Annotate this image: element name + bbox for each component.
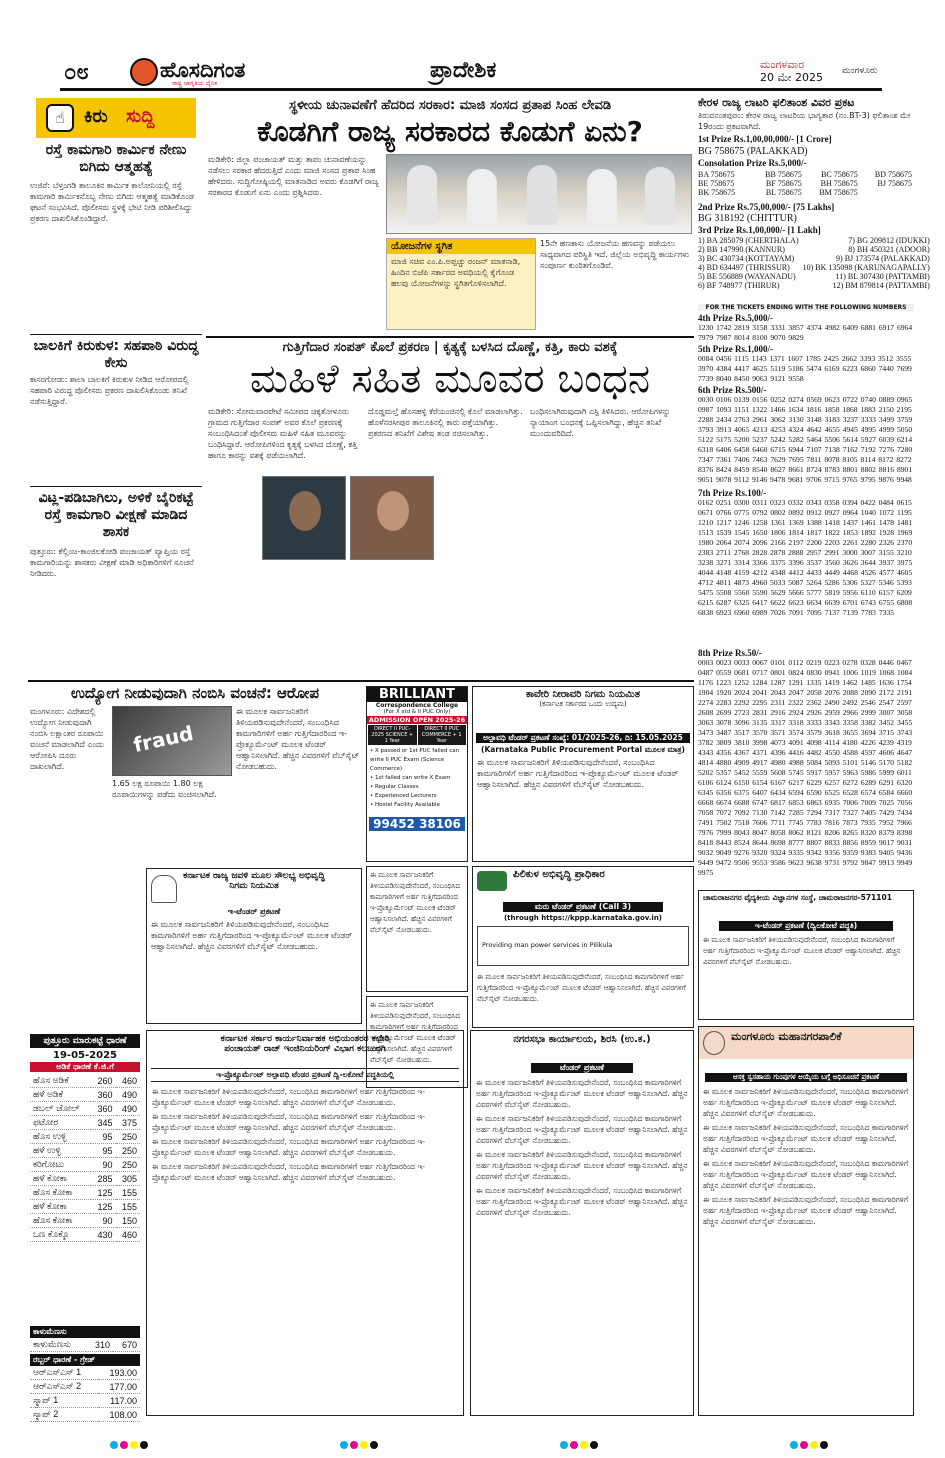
rubber-row [30, 1408, 140, 1422]
divider [206, 336, 694, 338]
kirusuddi-story-1-body: ಉಜಿರೆ: ಬೆಳ್ತಂಗಡಿ ತಾಲೂಕಿನ ಕಾರ್ಮಿಕ ಕಾಲೋನಿಯಲ್ಲಿ ರಸ್ತೆ ಕಾಮಗಾರಿ ಕಾರ್ಮಿಕನೊಬ್ಬ ನೇಣು ಬಿಗಿದು ಆತ್ಮಹತ್ಯೆ ಮಾಡಿಕೊಂಡ ಘಟನೆ ಸಂಭವಿಸಿದೆ. ಪೊಲೀಸರು ಸ್ಥಳಕ್ಕೆ ಭೇಟಿ ನೀಡಿ ಪರಿಶೀಲಿಸಿದ್ದು ಪ್ರಕರಣ ದಾಖಲಿಸಿಕೊಂಡಿದ್ದಾರೆ. [30, 181, 194, 223]
brilliant-features [367, 745, 467, 817]
notice-paragraph: ಈ ಮೂಲಕ ಸಾರ್ವಜನಿಕರಿಗೆ ತಿಳಿಯಪಡಿಸುವುದೇನೆಂದರೆ, ಸಂಬಂಧಿಸಿದ ಕಾಮಗಾರಿಗಳಿಗೆ ಅರ್ಹ ಗುತ್ತಿಗೆದಾರರಿಂದ ಇ-ಪ್ರೊಕ್ಯೂರ್ಮೆಂಟ್ ಮೂಲಕ ಟೆಂಡರ್ ಆಹ್ವಾನಿಸಲಾಗಿದೆ. ಹೆಚ್ಚಿನ ವಿವರಗಳಿಗೆ ವೆಬ್‌ಸೈಟ್ ನೋಡಬಹುದು. [476, 1114, 688, 1145]
consolation-row-cell: BF 758675 [766, 179, 802, 188]
market-row [30, 1158, 140, 1172]
notice-pred-body [147, 1084, 463, 1402]
notice-mcc-body [699, 1084, 913, 1408]
market-row-cell: ಹಳೆ ಕೋಕಾ [30, 1200, 91, 1214]
market-row-cell: ಹೊಸ ಕೋಕಾ [30, 1186, 91, 1200]
third-prize-row [696, 236, 932, 245]
face-icon [289, 491, 321, 531]
third-prize-row-cell: 8) BH 450321 (ADOOR) [848, 245, 930, 254]
notice-sirsi-sub: ಟೆಂಡರ್ ಪ್ರಕಟಣೆ [531, 1063, 633, 1073]
brilliant-phone: 99452 38106 [369, 817, 465, 831]
projects-box [386, 238, 536, 330]
brilliant-course-2: DIRECT II PUC COMMERCE + 1 Year [418, 725, 467, 745]
rubber-row [30, 1366, 140, 1380]
brilliant-name: BRILLIANT [367, 687, 467, 702]
rubber-row-cell: ಸ್ಕ್ರಾಪ್ 1 [30, 1394, 98, 1408]
market-row [30, 1088, 140, 1102]
market-row-cell: 460 [116, 1228, 140, 1242]
market-row-cell: 155 [116, 1200, 140, 1214]
consolation-row-cell: BM 758675 [819, 188, 858, 197]
logo-icon [130, 58, 158, 86]
lead-kicker: ಸ್ಥಳೀಯ ಚುನಾವಣೆಗೆ ಹೆದರಿದ ಸರಕಾರ: ಮಾಜಿ ಸಂಸದ ಪ್ರತಾಪ ಸಿಂಹ ಲೇವಡಿ [288, 98, 612, 113]
section-title: ಪ್ರಾದೇಶಿಕ [430, 58, 497, 83]
lead-body: ಮಡಿಕೇರಿ: ಜಿಲ್ಲಾ ಪಂಚಾಯತ್ ಮತ್ತು ತಾಪಂ ಚುನಾವಣೆಯನ್ನು ನಡೆಸಲು ಸರಕಾರ ಹೆದರುತ್ತಿದೆ ಎಂದು ಮಾಜಿ ಸಂಸದ ಪ್ರತಾಪ ಸಿಂಹ ಹೇಳಿದರು. ಸುದ್ದಿಗೋಷ್ಠಿಯಲ್ಲಿ ಮಾತನಾಡಿದ ಅವರು ಕೊಡಗಿಗೆ ರಾಜ್ಯ ಸರಕಾರದ ಕೊಡುಗೆ ಏನು ಎಂದು ಪ್ರಶ್ನಿಸಿದರು. [208, 155, 379, 197]
corporation-emblem-icon [703, 1031, 725, 1055]
notice-paragraph: ಈ ಮೂಲಕ ಸಾರ್ವಜನಿಕರಿಗೆ ತಿಳಿಯಪಡಿಸುವುದೇನೆಂದರೆ, ಸಂಬಂಧಿಸಿದ ಕಾಮಗಾರಿಗಳಿಗೆ ಅರ್ಹ ಗುತ್ತಿಗೆದಾರರಿಂದ ಇ-ಪ್ರೊಕ್ಯೂರ್ಮೆಂಟ್ ಮೂಲಕ ಟೆಂಡರ್ ಆಹ್ವಾನಿಸಲಾಗಿದೆ. ಹೆಚ್ಚಿನ ವಿವರಗಳಿಗೆ ವೆಬ್‌ಸೈಟ್ ನೋಡಬಹುದು. [152, 1137, 425, 1157]
fraud-body-2: 1.65 ಲಕ್ಷ ರೂಪಾಯಿ 1.80 ಲಕ್ಷ ರೂಪಾಯಿಗಳನ್ನು ಪಡೆದು ವಂಚಿಸಲಾಗಿದೆ. [112, 779, 217, 799]
consolation-row-cell: BK 758675 [698, 188, 736, 197]
market-row-cell: 360 [91, 1102, 115, 1116]
market-row [30, 1214, 140, 1228]
notice-paragraph: ಈ ಮೂಲಕ ಸಾರ್ವಜನಿಕರಿಗೆ ತಿಳಿಯಪಡಿಸುವುದೇನೆಂದರೆ, ಸಂಬಂಧಿಸಿದ ಕಾಮಗಾರಿಗಳಿಗೆ ಅರ್ಹ ಗುತ್ತಿಗೆದಾರರಿಂದ ಇ-ಪ್ರೊಕ್ಯೂರ್ಮೆಂಟ್ ಮೂಲಕ ಟೆಂಡರ್ ಆಹ್ವಾನಿಸಲಾಗಿದೆ. ಹೆಚ್ಚಿನ ವಿವರಗಳಿಗೆ ವೆಬ್‌ಸೈಟ್ ನೋಡಬಹುದು. [476, 1186, 688, 1217]
emblem-icon [151, 875, 177, 903]
photo-person [645, 167, 675, 225]
market-row-cell: 125 [91, 1186, 115, 1200]
pepper-row-cell: ಕಾಳುಮೆಣಸು [30, 1338, 86, 1352]
market-row-cell: 250 [116, 1144, 140, 1158]
market-row-cell: ಒಣ ಕೊಕ್ಕೊ [30, 1228, 91, 1242]
pepper-row-cell: 310 [86, 1338, 113, 1352]
lead-right-body: 15ನೇ ಹಣಕಾಸು ಯೋಜನೆಯ ಹಣವನ್ನು ಪಡೆಯಲು ಸಾಧ್ಯವಾಗದ ಪರಿಸ್ಥಿತಿ ಇದೆ. ಜಿಲ್ಲೆಯ ಅಭಿವೃದ್ಧಿ ಕಾರ್ಯಗಳು ಸಂಪೂರ್ಣ ಕುಂಠಿತಗೊಂಡಿವೆ. [540, 239, 690, 270]
kirusuddi-story-2-head: ಬಾಲಕಿಗೆ ಕಿರುಕುಳ: ಸಹಪಾಠಿ ವಿರುದ್ಧ ಕೇಸು [33, 338, 199, 371]
lottery-intro: ತಿರುವನಂತಪುರಂ: ಕೇರಳ ರಾಜ್ಯ ಲಾಟರಿಯ ಭಾಗ್ಯತಾರ (ನಂ.BT-3) ಫಲಿತಾಂಶ ಮೇ 19ರಂದು ಪ್ರಕಟವಾಗಿದೆ. [698, 111, 911, 131]
notice-paragraph: ಈ ಮೂಲಕ ಸಾರ್ವಜನಿಕರಿಗೆ ತಿಳಿಯಪಡಿಸುವುದೇನೆಂದರೆ, ಸಂಬಂಧಿಸಿದ ಕಾಮಗಾರಿಗಳಿಗೆ ಅರ್ಹ ಗುತ್ತಿಗೆದಾರರಿಂದ ಇ-ಪ್ರೊಕ್ಯೂರ್ಮೆಂಟ್ ಮೂಲಕ ಟೆಂಡರ್ ಆಹ್ವಾನಿಸಲಾಗಿದೆ. ಹೆಚ್ಚಿನ ವಿವರಗಳಿಗೆ ವೆಬ್‌ಸೈಟ್ ನೋಡಬಹುದು. [703, 1159, 909, 1190]
logo-text: ಹೊಸದಿಗಂತ [160, 58, 246, 82]
color-registration-marks [340, 1434, 380, 1453]
market-row-cell: 95 [91, 1144, 115, 1158]
page-number: ೦೮ [64, 60, 89, 85]
market-row-cell: ಹಳೆ ಕೋಕಾ [30, 1172, 91, 1186]
consolation-row-cell: BH 758675 [820, 179, 858, 188]
brilliant-feature: • 1st failed can write X Exam [370, 775, 451, 781]
notice-pred-sub: ಪಂಚಾಯತ್ ರಾಜ್ ಇಂಜಿನಿಯರಿಂಗ್ ವಿಭಾಗ ಕಲಬುರಗಿ [224, 1044, 386, 1054]
consolation-row [696, 170, 914, 179]
fraud-body-3: ಈ ಮೂಲಕ ಸಾರ್ವಜನಿಕರಿಗೆ ತಿಳಿಯಪಡಿಸುವುದೇನೆಂದರೆ, ಸಂಬಂಧಿಸಿದ ಕಾಮಗಾರಿಗಳಿಗೆ ಅರ್ಹ ಗುತ್ತಿಗೆದಾರರಿಂದ ಇ-ಪ್ರೊಕ್ಯೂರ್ಮೆಂಟ್ ಮೂಲಕ ಟೆಂಡರ್ ಆಹ್ವಾನಿಸಲಾಗಿದೆ. ಹೆಚ್ಚಿನ ವಿವರಗಳಿಗೆ ವೆಬ್‌ಸೈಟ್ ನೋಡಬಹುದು. [236, 707, 360, 771]
notice-sirsi-body [471, 1075, 693, 1403]
brilliant-sub: Correspondence College [375, 702, 459, 709]
consolation-row-cell: BB 758675 [765, 170, 802, 179]
notice-paragraph: ಈ ಮೂಲಕ ಸಾರ್ವಜನಿಕರಿಗೆ ತಿಳಿಯಪಡಿಸುವುದೇನೆಂದರೆ, ಸಂಬಂಧಿಸಿದ ಕಾಮಗಾರಿಗಳಿಗೆ ಅರ್ಹ ಗುತ್ತಿಗೆದಾರರಿಂದ ಇ-ಪ್ರೊಕ್ಯೂರ್ಮೆಂಟ್ ಮೂಲಕ ಟೆಂಡರ್ ಆಹ್ವಾನಿಸಲಾಗಿದೆ. ಹೆಚ್ಚಿನ ವಿವರಗಳಿಗೆ ವೆಬ್‌ಸೈಟ್ ನೋಡಬಹುದು. [703, 1087, 909, 1118]
third-prize-row-cell: 12) BM 879814 (PATTAMBI) [832, 281, 930, 290]
kirusuddi-story-2-body: ಕಾಸರಗೋಡು: ಶಾಲಾ ಬಾಲಕಿಗೆ ಕಿರುಕುಳ ನೀಡಿದ ಆರೋಪದಲ್ಲಿ ಸಹಪಾಠಿ ವಿರುದ್ಧ ಪೊಲೀಸರು ಪ್ರಕರಣ ದಾಖಲಿಸಿಕೊಂಡು ತನಿಖೆ ನಡೆಸುತ್ತಿದ್ದಾರೆ. [30, 375, 189, 406]
pepper-row-cell: 670 [113, 1338, 140, 1352]
consolation-row-cell: BD 758675 [874, 170, 912, 179]
market-row-cell: 260 [91, 1074, 115, 1088]
rubber-row-cell: 193.00 [98, 1366, 140, 1380]
market-row-cell: 250 [116, 1158, 140, 1172]
notice-pilikula-body: ಈ ಮೂಲಕ ಸಾರ್ವಜನಿಕರಿಗೆ ತಿಳಿಯಪಡಿಸುವುದೇನೆಂದರೆ, ಸಂಬಂಧಿಸಿದ ಕಾಮಗಾರಿಗಳಿಗೆ ಅರ್ಹ ಗುತ್ತಿಗೆದಾರರಿಂದ ಇ-ಪ್ರೊಕ್ಯೂರ್ಮೆಂಟ್ ಮೂಲಕ ಟೆಂಡರ್ ಆಹ್ವಾನಿಸಲಾಗಿದೆ. ಹೆಚ್ಚಿನ ವಿವರಗಳಿಗೆ ವೆಬ್‌ಸೈಟ್ ನೋಡಬಹುದು. [477, 973, 686, 1003]
notice-temple-body: ಈ ಮೂಲಕ ಸಾರ್ವಜನಿಕರಿಗೆ ತಿಳಿಯಪಡಿಸುವುದೇನೆಂದರೆ, ಸಂಬಂಧಿಸಿದ ಕಾಮಗಾರಿಗಳಿಗೆ ಅರ್ಹ ಗುತ್ತಿಗೆದಾರರಿಂದ ಇ-ಪ್ರೊಕ್ಯೂರ್ಮೆಂಟ್ ಮೂಲಕ ಟೆಂಡರ್ ಆಹ್ವಾನಿಸಲಾಗಿದೆ. ಹೆಚ್ಚಿನ ವಿವರಗಳಿಗೆ ವೆಬ್‌ಸೈಟ್ ನೋಡಬಹುದು. [370, 871, 461, 934]
market-row-cell: 345 [91, 1116, 115, 1130]
market-table [30, 1074, 140, 1242]
notice-temple-2-body: ಈ ಮೂಲಕ ಸಾರ್ವಜನಿಕರಿಗೆ ತಿಳಿಯಪಡಿಸುವುದೇನೆಂದರೆ, ಸಂಬಂಧಿಸಿದ ಕಾಮಗಾರಿಗಳಿಗೆ ಅರ್ಹ ಗುತ್ತಿಗೆದಾರರಿಂದ ಇ-ಪ್ರೊಕ್ಯೂರ್ಮೆಂಟ್ ಮೂಲಕ ಟೆಂಡರ್ ಆಹ್ವಾನಿಸಲಾಗಿದೆ. ಹೆಚ್ಚಿನ ವಿವರಗಳಿಗೆ ವೆಬ್‌ಸೈಟ್ ನೋಡಬಹುದು. [370, 1001, 461, 1064]
market-row-cell: ಹೊಸ ಕೋಕಾ [30, 1214, 91, 1228]
rubber-row-cell: ಆರ್‌ಎಸ್‌ಎಸ್ 1 [30, 1366, 98, 1380]
third-prize-row-cell: 1) BA 285079 (CHERTHALA) [698, 236, 799, 245]
second-right-body: ಬಂಧಿಸಲಾಗಿರುವುದಾಗಿ ಎಸ್ಪಿ ತಿಳಿಸಿದರು. ಆರೋಪಿಗಳನ್ನು ನ್ಯಾಯಾಂಗ ಬಂಧನಕ್ಕೆ ಒಪ್ಪಿಸಲಾಗಿದ್ದು, ಹೆಚ್ಚಿನ ತನಿಖೆ ಮುಂದುವರಿದಿದೆ. [530, 407, 671, 438]
kirusuddi-title-2: ಸುದ್ದಿ [126, 106, 155, 127]
notice-mcc-title: ಮಂಗಳೂರು ಮಹಾನಗರಪಾಲಿಕೆ [731, 1030, 842, 1043]
third-prize-row-cell: 6) BF 748977 (THIRUR) [698, 281, 780, 290]
lottery-eighth-nums: 0003 0023 0033 0067 0101 0112 0219 0223 0278 0328 0446 0467 0487 0559 0681 0717 0801 0824 0830 0941 1006 1019 1068 1084 1176 1223 1252 1284 1287 1291 1335 1419 1462 1485 1636 1754 1904 1920 2024 2041 2043 2047 2058 2076 2088 2090 2172 2191 2274 2283 2292 2295 2311 2322 2362 2490 2492 2546 2547 2597 2608 2699 2723 2831 2916 2924 2926 2959 2966 2999 3007 3058 3063 3078 3096 3135 3317 3318 3333 3343 3358 3382 3452 3455 3473 3487 3517 3570 3571 3574 3579 3618 3655 3694 3715 3743 3782 3809 3810 3998 4073 4091 4098 4114 4180 4226 4239 4319 4343 4356 4367 4371 4396 4416 4482 4550 4588 4597 4606 4647 4814 4880 4909 4917 4980 4988 5084 5093 5101 5146 5170 5182 5202 5357 5452 5559 5608 5745 5917 5957 5963 5986 5999 6011 6106 6124 6150 6154 6167 6217 6229 6257 6272 6289 6291 6320 6345 6356 6375 6407 6434 6594 6590 6525 6528 6574 6584 6660 6668 6674 6688 6747 6817 6853 6863 6935 7006 7009 7025 7056 7058 7072 7092 7130 7142 7285 7294 7317 7327 7405 7429 7434 7491 7502 7518 7606 7711 7745 7783 7816 7873 7935 7952 7966 7976 7999 8043 8047 8058 8062 8121 8206 8265 8320 8379 8398 8418 8443 8524 8644 8698 8777 8807 8833 8856 8959 9017 9031 9032 9049 9276 9320 9324 9335 9342 9356 9359 9383 9405 9436 9449 9472 9506 9553 9586 9623 9638 9731 9792 9847 9913 9949 9975 [698, 658, 913, 877]
divider [30, 334, 202, 335]
market-row-cell: 305 [116, 1172, 140, 1186]
rubber-row-cell: ಆರ್‌ಎಸ್‌ಎಸ್ 2 [30, 1380, 98, 1394]
masthead-rule [60, 88, 882, 91]
notice-kaveri-title: ಕಾವೇರಿ ನೀರಾವರಿ ನಿಗಮ ನಿಯಮಿತ [525, 689, 641, 700]
market-row [30, 1200, 140, 1214]
consolation-row [696, 188, 914, 197]
notice-cims-title: ಚಾಮರಾಜನಗರ ವೈದ್ಯಕೀಯ ವಿಜ್ಞಾನಗಳ ಸಂಸ್ಥೆ, ಚಾಮರಾಜನಗರ-571101 [703, 893, 892, 902]
notice-kaveri-body: ಈ ಮೂಲಕ ಸಾರ್ವಜನಿಕರಿಗೆ ತಿಳಿಯಪಡಿಸುವುದೇನೆಂದರೆ, ಸಂಬಂಧಿಸಿದ ಕಾಮಗಾರಿಗಳಿಗೆ ಅರ್ಹ ಗುತ್ತಿಗೆದಾರರಿಂದ ಇ-ಪ್ರೊಕ್ಯೂರ್ಮೆಂಟ್ ಮೂಲಕ ಟೆಂಡರ್ ಆಹ್ವಾನಿಸಲಾಗಿದೆ. ಹೆಚ್ಚಿನ ವಿವರಗಳಿಗೆ ವೆಬ್‌ಸೈಟ್ ನೋಡಬಹುದು. [477, 758, 679, 789]
second-kicker: ಗುತ್ತಿಗೆದಾರ ಸಂಪತ್ ಕೊಲೆ ಪ್ರಕರಣ | ಕೃತ್ಯಕ್ಕೆ ಬಳಸಿದ ದೊಣ್ಣೆ, ಕತ್ತಿ, ಕಾರು ವಶಕ್ಕೆ [282, 340, 618, 355]
photo-person [467, 169, 497, 225]
color-registration-marks [560, 1434, 600, 1453]
notice-cims [698, 890, 914, 1020]
fraud-body: ಮಂಗಳೂರು: ವಿದೇಶದಲ್ಲಿ ಉದ್ಯೋಗ ನೀಡುವುದಾಗಿ ನಂಬಿಸಿ ಲಕ್ಷಾಂತರ ರೂಪಾಯಿ ವಂಚನೆ ಮಾಡಲಾಗಿದೆ ಎಂದು ಆರೋಪಿಸಿ ದೂರು ದಾಖಲಾಗಿದೆ. [30, 707, 104, 771]
market-row [30, 1172, 140, 1186]
rubber-table [30, 1366, 140, 1422]
pepper-label: ಕಾಳುಮೆಣಸು [30, 1326, 140, 1338]
notice-paragraph: ಈ ಮೂಲಕ ಸಾರ್ವಜನಿಕರಿಗೆ ತಿಳಿಯಪಡಿಸುವುದೇನೆಂದರೆ, ಸಂಬಂಧಿಸಿದ ಕಾಮಗಾರಿಗಳಿಗೆ ಅರ್ಹ ಗುತ್ತಿಗೆದಾರರಿಂದ ಇ-ಪ್ರೊಕ್ಯೂರ್ಮೆಂಟ್ ಮೂಲಕ ಟೆಂಡರ್ ಆಹ್ವಾನಿಸಲಾಗಿದೆ. ಹೆಚ್ಚಿನ ವಿವರಗಳಿಗೆ ವೆಬ್‌ಸೈಟ್ ನೋಡಬಹುದು. [703, 1123, 909, 1154]
second-headline: ಮಹಿಳೆ ಸಹಿತ ಮೂವರ ಬಂಧನ [249, 356, 651, 402]
market-row [30, 1228, 140, 1242]
lead-headline: ಕೊಡಗಿಗೆ ರಾಜ್ಯ ಸರಕಾರದ ಕೊಡುಗೆ ಏನು? [257, 115, 643, 148]
market-row-cell: 150 [116, 1214, 140, 1228]
brilliant-ad [366, 686, 468, 862]
lead-photo [386, 154, 692, 234]
market-row-cell: 125 [91, 1200, 115, 1214]
rubber-row [30, 1394, 140, 1408]
third-prize-row-cell: 5) BE 556889 (WAYANADU) [698, 272, 796, 281]
consolation-row [696, 179, 914, 188]
notice-textile [146, 868, 362, 1024]
market-title: ಪುತ್ತೂರು ಮಾರುಕಟ್ಟೆ ಧಾರಣೆ [30, 1034, 140, 1048]
lottery-second-no: BG 318192 (CHITTUR) [698, 213, 797, 224]
market-row [30, 1130, 140, 1144]
notice-mcc-header [699, 1027, 913, 1059]
market-row-cell: 250 [116, 1130, 140, 1144]
market-date: 19-05-2025 [53, 1050, 117, 1061]
market-row [30, 1186, 140, 1200]
notice-textile-etender: ಇ-ಟೆಂಡರ್ ಪ್ರಕಟಣೆ [227, 907, 281, 916]
fraud-image-text: fraud [131, 720, 196, 758]
notice-kaveri-tender: ಅಲ್ಪಾವಧಿ ಟೆಂಡರ್ ಪ್ರಕಟಣೆ ಸಂಖ್ಯೆ: 01/2025-26, ದಿ: 15.05.2025 [476, 733, 690, 743]
brilliant-admission: ADMISSION OPEN 2025-26 [368, 716, 466, 724]
notice-paragraph: ಈ ಮೂಲಕ ಸಾರ್ವಜನಿಕರಿಗೆ ತಿಳಿಯಪಡಿಸುವುದೇನೆಂದರೆ, ಸಂಬಂಧಿಸಿದ ಕಾಮಗಾರಿಗಳಿಗೆ ಅರ್ಹ ಗುತ್ತಿಗೆದಾರರಿಂದ ಇ-ಪ್ರೊಕ್ಯೂರ್ಮೆಂಟ್ ಮೂಲಕ ಟೆಂಡರ್ ಆಹ್ವಾನಿಸಲಾಗಿದೆ. ಹೆಚ್ಚಿನ ವಿವರಗಳಿಗೆ ವೆಬ್‌ಸೈಟ್ ನೋಡಬಹುದು. [476, 1150, 688, 1181]
masthead [60, 58, 882, 88]
consolation-row-cell: BC 758675 [821, 170, 858, 179]
market-row [30, 1102, 140, 1116]
market-row-cell: ಡಬಲ್ ಚೋಲ್ [30, 1102, 91, 1116]
consolation-row-cell: BE 758675 [698, 179, 735, 188]
day-label: ಮಂಗಳವಾರ [760, 58, 805, 71]
third-prize-row-cell: 4) BD 634497 (THRISSUR) [698, 263, 790, 272]
market-row-cell: ಕರಿಗೋಟು [30, 1158, 91, 1172]
brilliant-sub-2: (For X std & II PUC Only) [383, 709, 451, 715]
divider [28, 680, 694, 682]
notice-pred-title: ಕರ್ನಾಟಕ ಸರ್ಕಾರ ಕಾರ್ಯನಿರ್ವಾಹಕ ಅಭಿಯಂತರರ ಕಛೇರಿ [220, 1034, 390, 1044]
notice-textile-body: ಈ ಮೂಲಕ ಸಾರ್ವಜನಿಕರಿಗೆ ತಿಳಿಯಪಡಿಸುವುದೇನೆಂದರೆ, ಸಂಬಂಧಿಸಿದ ಕಾಮಗಾರಿಗಳಿಗೆ ಅರ್ಹ ಗುತ್ತಿಗೆದಾರರಿಂದ ಇ-ಪ್ರೊಕ್ಯೂರ್ಮೆಂಟ್ ಮೂಲಕ ಟೆಂಡರ್ ಆಹ್ವಾನಿಸಲಾಗಿದೆ. ಹೆಚ್ಚಿನ ವಿವರಗಳಿಗೆ ವೆಬ್‌ಸೈಟ್ ನೋಡಬಹುದು. [151, 920, 353, 951]
notice-mcc-sub: ಆಸಕ್ತ ಸ್ವಸಹಾಯ ಗುಂಪುಗಳ ಆಯ್ಕೆಯ ಬಗ್ಗೆ ಅಧಿಸೂಚನೆ ಪ್ರಕಟಣೆ [705, 1073, 907, 1082]
notice-sirsi-title: ನಗರಸಭಾ ಕಾರ್ಯಾಲಯ, ಶಿರಸಿ (ಉ.ಕ.) [513, 1034, 651, 1045]
brilliant-feature: • Hostel Facility Available [370, 802, 440, 808]
market-sub: ಅಡಿಕೆ ಧಾರಣೆ ಕೆ.ಜಿ.ಗೆ [30, 1062, 140, 1072]
lottery-seventh: 7th Prize Rs.100/- [698, 488, 767, 498]
edition-label: ಮಂಗಳೂರು [842, 66, 878, 76]
date-label: 20 ಮೇ 2025 [760, 71, 824, 84]
market-row [30, 1116, 140, 1130]
lottery-title: ಕೇರಳ ರಾಜ್ಯ ಲಾಟರಿ ಫಲಿತಾಂಶ ವಿವರ ಪ್ರಕಟ [698, 96, 855, 109]
pepper-table [30, 1338, 140, 1352]
color-registration-marks [110, 1434, 150, 1453]
notice-pilikula-title: ಪಿಲಿಕುಳ ಅಭಿವೃದ್ಧಿ ಪ್ರಾಧಿಕಾರ [513, 869, 605, 880]
notice-temple [366, 866, 468, 992]
market-row-cell: ಹಳೆ ಉಳ್ಳಿ [30, 1144, 91, 1158]
lottery-first-no: BG 758675 (PALAKKAD) [698, 146, 808, 157]
logo-tagline: ರಾಷ್ಟ್ರ ಜಾಗೃತಿಯ ದೈನಿಕ [172, 80, 218, 87]
projects-box-text: ಮಾಜಿ ಸಚಿವ ಎಂ.ಪಿ.ಅಪ್ಪಚ್ಚು ರಂಜನ್ ಮಾತನಾಡಿ, ಹಿಂದಿನ ಬಿಜೆಪಿ ಸರ್ಕಾರದ ಅವಧಿಯಲ್ಲಿ ಕೈಗೊಂಡ ಹಲವು ಯೋಜನೆಗಳನ್ನು ಸ್ಥಗಿತಗೊಳಿಸಲಾಗಿದೆ. [391, 257, 521, 288]
notice-cims-sub: ಇ-ಟೆಂಡರ್ ಪ್ರಕಟಣೆ (ದ್ವಿಲಕೋಟೆ ಪದ್ಧತಿ) [719, 921, 893, 931]
third-prize-row-cell: 11) BL 307430 (PATTAMBI) [835, 272, 930, 281]
consolation-row-cell: BJ 758675 [877, 179, 912, 188]
market-row [30, 1074, 140, 1088]
rubber-row [30, 1380, 140, 1394]
pepper-row [30, 1338, 140, 1352]
lottery-fourth-nums: 1230 1742 2819 3158 3331 3857 4374 4982 6409 6881 6917 6964 7979 7987 8014 8100 9070 9829 [698, 323, 913, 342]
lottery-sixth-nums: 0030 0106 0139 0156 0252 0274 0569 0623 0722 0740 0889 0965 0987 1093 1151 1322 1466 1634 1816 1858 1868 1883 2150 2195 2288 2434 2763 2961 3062 3130 3148 3183 3237 3333 3499 3759 3793 3913 4065 4213 4253 4324 4642 4655 4945 4995 4999 5050 5122 5175 5200 5237 5242 5282 5464 5506 5614 5927 6039 6214 6318 6406 6458 6460 6715 6944 7107 7138 7162 7192 7276 7280 7347 7361 7406 7463 7629 7695 7811 8078 8105 8114 8172 8272 8376 8424 8459 8540 8627 8661 8724 8783 8801 8802 8816 8901 9051 9078 9112 9146 9478 9681 9706 9715 9765 9795 9876 9948 [698, 395, 913, 484]
brilliant-feature: • Experienced Lecturers [370, 793, 437, 799]
pilikula-logo-icon [477, 871, 507, 891]
market-row-cell: 285 [91, 1172, 115, 1186]
notice-paragraph: ಈ ಮೂಲಕ ಸಾರ್ವಜನಿಕರಿಗೆ ತಿಳಿಯಪಡಿಸುವುದೇನೆಂದರೆ, ಸಂಬಂಧಿಸಿದ ಕಾಮಗಾರಿಗಳಿಗೆ ಅರ್ಹ ಗುತ್ತಿಗೆದಾರರಿಂದ ಇ-ಪ್ರೊಕ್ಯೂರ್ಮೆಂಟ್ ಮೂಲಕ ಟೆಂಡರ್ ಆಹ್ವಾನಿಸಲಾಗಿದೆ. ಹೆಚ್ಚಿನ ವಿವರಗಳಿಗೆ ವೆಬ್‌ಸೈಟ್ ನೋಡಬಹುದು. [152, 1112, 425, 1132]
third-prize-row-cell: 10) BK 135098 (KARUNAGAPALLY) [802, 263, 930, 272]
rubber-row-cell: ಸ್ಕ್ರಾಪ್ 2 [30, 1408, 98, 1422]
hand-icon: ☝ [46, 104, 74, 132]
kirusuddi-story-1-head: ರಸ್ತೆ ಕಾಮಗಾರಿ ಕಾರ್ಮಿಕ ನೇಣು ಬಿಗಿದು ಆತ್ಮಹತ್ಯೆ [45, 142, 187, 175]
lottery-consolation: Consolation Prize Rs.5,000/- [698, 158, 807, 168]
market-row-cell: ಹೊಸ ಉಳ್ಳಿ [30, 1130, 91, 1144]
kirusuddi-story-3-body: ಪುತ್ತೂರು: ಕೆಲ್ಲಿಂಜ-ಕಾಂಜಿಲಕೋಡಿ ಪಂಚಾಯತ್ ವ್ಯಾಪ್ತಿಯ ರಸ್ತೆ ಕಾಮಗಾರಿಯನ್ನು ಶಾಸಕರು ವೀಕ್ಷಣೆ ಮಾಡಿ ಅಧಿಕಾರಿಗಳಿಗೆ ಸೂಚನೆ ನೀಡಿದರು. [30, 547, 194, 578]
notice-pilikula-site: (through https://kppp.karnataka.gov.in) [503, 914, 663, 922]
third-prize-row [696, 281, 932, 290]
photo-person [587, 169, 617, 225]
consolation-row-cell: BA 758675 [698, 170, 735, 179]
kirusuddi-story-3-head: ವಿಟ್ಲ-ಪಡಿಬಾಗಿಲು, ಅಳಿಕೆ ಬೈರಿಕಟ್ಟೆ ರಸ್ತೆ ಕಾಮಗಾರಿ ವೀಕ್ಷಣೆ ಮಾಡಿದ ಶಾಸಕ [38, 490, 194, 540]
notice-textile-title: ಕರ್ನಾಟಕ ರಾಜ್ಯ ಜವಳಿ ಮೂಲ ಸೌಲಭ್ಯ ಅಭಿವೃದ್ಧಿ ನಿಗಮ ನಿಯಮಿತ [183, 871, 325, 891]
kirusuddi-banner [36, 98, 196, 138]
lottery-seventh-nums: 0162 0251 0300 0311 0323 0332 0343 0358 0394 0422 0484 0615 0671 0766 0775 0792 0802 0892 0912 0927 0964 1040 1072 1195 1210 1217 1246 1258 1361 1369 1388 1418 1437 1461 1478 1481 1513 1539 1545 1650 1806 1814 1817 1822 1853 1892 1928 1969 1980 2064 2074 2096 2166 2197 2200 2203 2261 2280 2326 2370 2383 2711 2768 2828 2878 2888 2957 2991 3000 3007 3155 3210 3238 3271 3314 3366 3375 3396 3537 3560 3626 3644 3937 3975 4044 4148 4159 4212 4348 4412 4433 4449 4468 4526 4577 4605 4712 4811 4873 4960 5033 5087 5264 5286 5306 5327 5346 5393 5475 5508 5560 5590 5629 5666 5777 5819 5956 6110 6157 6209 6215 6287 6325 6417 6622 6623 6634 6639 6701 6743 6755 6808 6838 6923 6960 6989 7026 7091 7095 7137 7139 7783 7335 [698, 498, 913, 617]
lottery-first: 1st Prize Rs.1,00,00,000/- [1 Crore] [698, 134, 832, 144]
projects-box-title: ಯೋಜನೆಗಳ ಸ್ಥಗಿತ [387, 239, 535, 254]
notice-pred [146, 1030, 464, 1416]
photo-person [527, 165, 557, 225]
consolation-row-cell: BL 758675 [765, 188, 802, 197]
photo-person [407, 165, 437, 225]
market-row-cell: 460 [116, 1074, 140, 1088]
third-prize-row [696, 263, 932, 272]
market-row-cell: 430 [91, 1228, 115, 1242]
kirusuddi-title-1: ಕಿರು [84, 106, 108, 127]
notice-sirsi [470, 1030, 694, 1416]
notice-paragraph: ಈ ಮೂಲಕ ಸಾರ್ವಜನಿಕರಿಗೆ ತಿಳಿಯಪಡಿಸುವುದೇನೆಂದರೆ, ಸಂಬಂಧಿಸಿದ ಕಾಮಗಾರಿಗಳಿಗೆ ಅರ್ಹ ಗುತ್ತಿಗೆದಾರರಿಂದ ಇ-ಪ್ರೊಕ್ಯೂರ್ಮೆಂಟ್ ಮೂಲಕ ಟೆಂಡರ್ ಆಹ್ವಾನಿಸಲಾಗಿದೆ. ಹೆಚ್ಚಿನ ವಿವರಗಳಿಗೆ ವೆಬ್‌ಸೈಟ್ ನೋಡಬಹುದು. [703, 1195, 909, 1226]
third-prize-row [696, 254, 932, 263]
lottery-fifth-nums: 0084 0456 1115 1143 1371 1607 1785 2425 2662 3393 3512 3555 3970 4384 4417 4625 5119 5186 5474 6169 6223 6860 7440 7699 7739 8040 8450 9063 9121 9558 [698, 354, 912, 383]
brilliant-feature: • Regular Classes [370, 784, 419, 790]
rubber-title: ರಬ್ಬರ್ ಧಾರಣೆ - ಗ್ರೇಡ್ [30, 1354, 140, 1366]
third-prize-row-cell: 3) BC 430734 (KOTTAYAM) [698, 254, 795, 263]
consolation-row-cell [860, 188, 914, 197]
market-row-cell: 90 [91, 1214, 115, 1228]
lottery-fifth: 5th Prize Rs.1,000/- [698, 344, 773, 354]
market-row-cell: 155 [116, 1186, 140, 1200]
market-row-cell: 95 [91, 1130, 115, 1144]
third-prize-row-cell: 2) BB 147990 (KANNUR) [698, 245, 785, 254]
notice-pred-etender: ಇ-ಪ್ರೊಕ್ಯೂರ್ಮೆಂಟ್ ಅಲ್ಪಾವಧಿ ಟೆಂಡರ ಪ್ರಕಟಣೆ ದ್ವಿ-ಲಕೋಟೆ ಪದ್ಧತಿಯಲ್ಲಿ [151, 1068, 459, 1082]
fraud-image [112, 706, 232, 776]
lottery-fourth: 4th Prize Rs.5,000/- [698, 313, 773, 323]
divider [30, 486, 202, 487]
notice-pilikula [472, 866, 694, 1028]
second-body: ಮಡಿಕೇರಿ: ಸೋಮವಾರಪೇಟೆ ಸಮೀಪದ ಚಿಕ್ಕತೋಳೂರು ಗ್ರಾಮದ ಗುತ್ತಿಗೆದಾರ ಸಂಪತ್ ಅವರ ಕೊಲೆ ಪ್ರಕರಣಕ್ಕೆ ಸಂಬಂಧಿಸಿದಂತೆ ಪೊಲೀಸರು ಮಹಿಳೆ ಸಹಿತ ಮೂವರನ್ನು ಬಂಧಿಸಿದ್ದಾರೆ. ಆರೋಪಿಗಳಿಂದ ಕೃತ್ಯಕ್ಕೆ ಬಳಸಿದ ದೊಣ್ಣೆ, ಕತ್ತಿ ಹಾಗೂ ಕಾರನ್ನು ವಶಕ್ಕೆ ಪಡೆಯಲಾಗಿದೆ. [208, 407, 358, 460]
brilliant-course-1: DIRECT II PUC-2025 SCIENCE + 1 Year [368, 725, 417, 745]
notice-cims-body: ಈ ಮೂಲಕ ಸಾರ್ವಜನಿಕರಿಗೆ ತಿಳಿಯಪಡಿಸುವುದೇನೆಂದರೆ, ಸಂಬಂಧಿಸಿದ ಕಾಮಗಾರಿಗಳಿಗೆ ಅರ್ಹ ಗುತ್ತಿಗೆದಾರರಿಂದ ಇ-ಪ್ರೊಕ್ಯೂರ್ಮೆಂಟ್ ಮೂಲಕ ಟೆಂಡರ್ ಆಹ್ವಾನಿಸಲಾಗಿದೆ. ಹೆಚ್ಚಿನ ವಿವರಗಳಿಗೆ ವೆಬ್‌ಸೈಟ್ ನೋಡಬಹುದು. [703, 936, 901, 966]
rubber-row-cell: 177.00 [98, 1380, 140, 1394]
third-prize-row-cell: 9) BJ 173574 (PALAKKAD) [836, 254, 930, 263]
rubber-row-cell: 108.00 [98, 1408, 140, 1422]
lottery-note: FOR THE TICKETS ENDING WITH THE FOLLOWING NUMBERS [698, 304, 914, 311]
market-row-cell: 490 [116, 1088, 140, 1102]
lottery-third: 3rd Prize Rs.1,00,000/- [1 Lakh] [698, 225, 821, 235]
lottery-sixth: 6th Prize Rs.500/- [698, 385, 767, 395]
market-row-cell: 490 [116, 1102, 140, 1116]
market-row-cell: 90 [91, 1158, 115, 1172]
market-row-cell: 375 [116, 1116, 140, 1130]
third-prize-row-cell: 7) BG 209812 (IDUKKI) [848, 236, 930, 245]
color-registration-marks [790, 1434, 830, 1453]
market-row-cell: ಹಳೆ ಅಡಿಕೆ [30, 1088, 91, 1102]
notice-paragraph: ಈ ಮೂಲಕ ಸಾರ್ವಜನಿಕರಿಗೆ ತಿಳಿಯಪಡಿಸುವುದೇನೆಂದರೆ, ಸಂಬಂಧಿಸಿದ ಕಾಮಗಾರಿಗಳಿಗೆ ಅರ್ಹ ಗುತ್ತಿಗೆದಾರರಿಂದ ಇ-ಪ್ರೊಕ್ಯೂರ್ಮೆಂಟ್ ಮೂಲಕ ಟೆಂಡರ್ ಆಹ್ವಾನಿಸಲಾಗಿದೆ. ಹೆಚ್ಚಿನ ವಿವರಗಳಿಗೆ ವೆಬ್‌ಸೈಟ್ ನೋಡಬಹುದು. [476, 1078, 688, 1109]
rubber-row-cell: 117.00 [98, 1394, 140, 1408]
notice-mcc [698, 1026, 914, 1416]
lottery-consolation-table [696, 170, 914, 197]
notice-pilikula-sub: ಮರು ಟೆಂಡರ್ ಪ್ರಕಟಣೆ (Call 3) [503, 902, 663, 912]
lottery-eighth: 8th Prize Rs.50/- [698, 648, 762, 658]
lottery-third-table [696, 236, 932, 290]
notice-paragraph: ಈ ಮೂಲಕ ಸಾರ್ವಜನಿಕರಿಗೆ ತಿಳಿಯಪಡಿಸುವುದೇನೆಂದರೆ, ಸಂಬಂಧಿಸಿದ ಕಾಮಗಾರಿಗಳಿಗೆ ಅರ್ಹ ಗುತ್ತಿಗೆದಾರರಿಂದ ಇ-ಪ್ರೊಕ್ಯೂರ್ಮೆಂಟ್ ಮೂಲಕ ಟೆಂಡರ್ ಆಹ್ವಾನಿಸಲಾಗಿದೆ. ಹೆಚ್ಚಿನ ವಿವರಗಳಿಗೆ ವೆಬ್‌ಸೈಟ್ ನೋಡಬಹುದು. [152, 1087, 425, 1107]
notice-paragraph: ಈ ಮೂಲಕ ಸಾರ್ವಜನಿಕರಿಗೆ ತಿಳಿಯಪಡಿಸುವುದೇನೆಂದರೆ, ಸಂಬಂಧಿಸಿದ ಕಾಮಗಾರಿಗಳಿಗೆ ಅರ್ಹ ಗುತ್ತಿಗೆದಾರರಿಂದ ಇ-ಪ್ರೊಕ್ಯೂರ್ಮೆಂಟ್ ಮೂಲಕ ಟೆಂಡರ್ ಆಹ್ವಾನಿಸಲಾಗಿದೆ. ಹೆಚ್ಚಿನ ವಿವರಗಳಿಗೆ ವೆಬ್‌ಸೈಟ್ ನೋಡಬಹುದು. [152, 1162, 425, 1182]
fraud-headline: ಉದ್ಯೋಗ ನೀಡುವುದಾಗಿ ನಂಬಿಸಿ ವಂಚನೆ: ಆರೋಪ [71, 684, 319, 702]
third-prize-row [696, 245, 932, 254]
market-row-cell: ಫಟೋರ [30, 1116, 91, 1130]
market-row-cell: ಹೊಸ ಅಡಿಕೆ [30, 1074, 91, 1088]
notice-kaveri-text: (ಕರ್ನಾಟಕ ಸರ್ಕಾರದ ಒಂದು ಉದ್ಯಮ) [539, 700, 627, 708]
accused-photo-1 [262, 476, 346, 560]
brilliant-feature: • X passed or 1st PUC failed can write II PUC Exam (Science Commerce) [370, 748, 460, 772]
notice-kaveri-portal: (Karnataka Public Procurement Portal ಮೂಲಕ ಮಾತ್ರ) [481, 745, 685, 754]
market-row [30, 1144, 140, 1158]
lottery-second: 2nd Prize Rs.75,00,000/- [75 Lakhs] [698, 202, 835, 212]
third-prize-row [696, 272, 932, 281]
notice-pilikula-row: Providing man power services in Pilikula [482, 941, 613, 949]
notice-kaveri [472, 686, 694, 862]
second-mid-body: ದೊಡ್ಡಮಲ್ತೆ ಹೊಸಹಳ್ಳಿ ಕೆರೆಯಂಚಿನಲ್ಲಿ ಕೊಲೆ ಮಾಡಲಾಗಿತ್ತು. ಹೊಳೆನರಸೀಪುರ ತಾಲೂಕಿನಲ್ಲಿ ಕಾರು ಪತ್ತೆಯಾಗಿತ್ತು. ಪ್ರಕರಣದ ತನಿಖೆಗೆ ವಿಶೇಷ ತಂಡ ರಚಿಸಲಾಗಿತ್ತು. [368, 407, 523, 438]
market-row-cell: 360 [91, 1088, 115, 1102]
